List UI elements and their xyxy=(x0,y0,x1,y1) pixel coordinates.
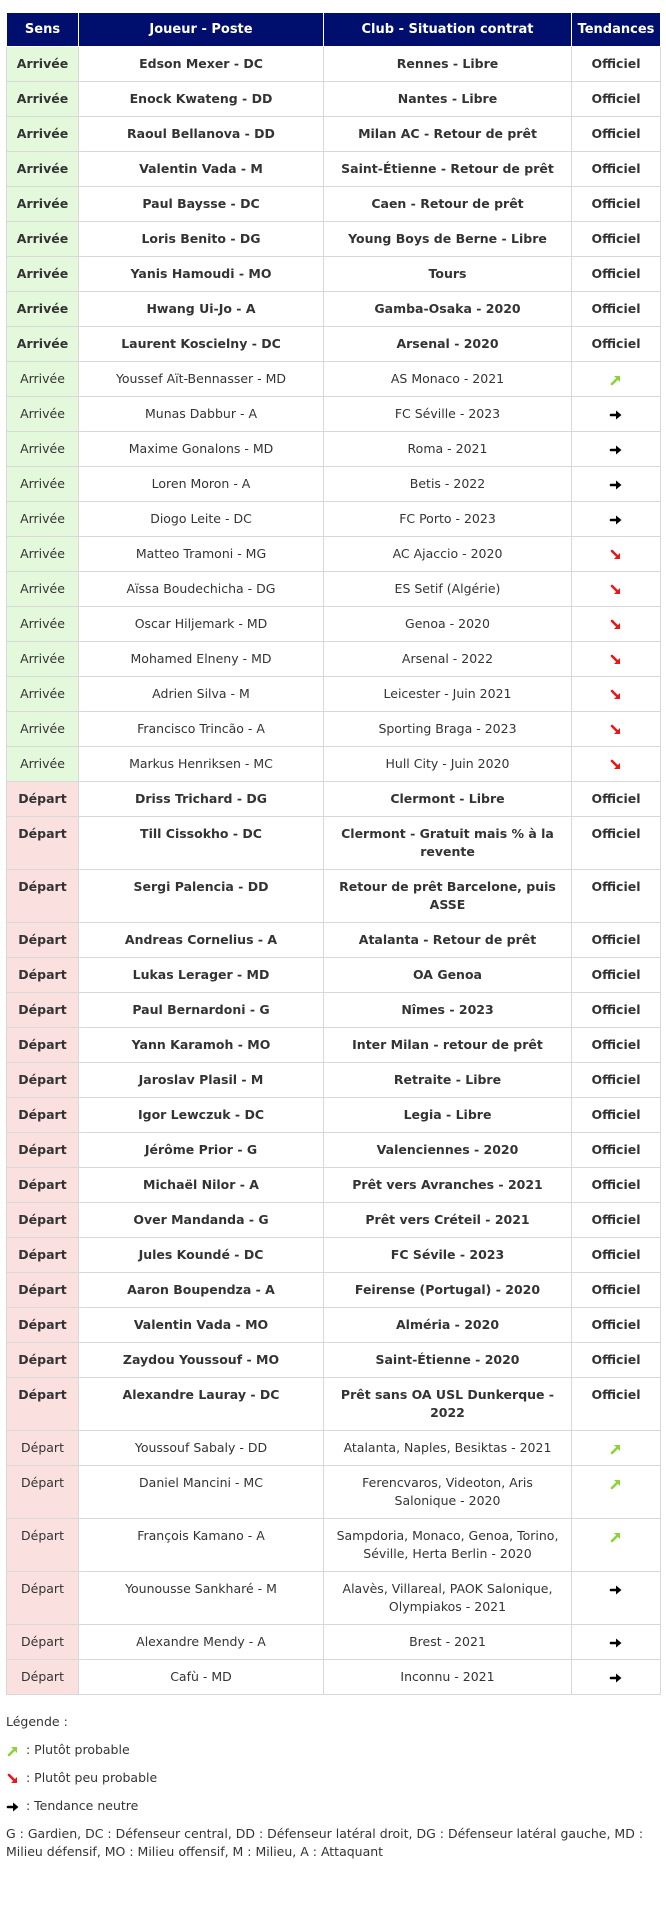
cell-sens: Départ xyxy=(7,1660,79,1695)
cell-sens: Départ xyxy=(7,1133,79,1168)
cell-joueur-poste: Edson Mexer - DC xyxy=(79,47,324,82)
cell-joueur-poste: Youssouf Sabaly - DD xyxy=(79,1431,324,1466)
cell-club-situation: Inter Milan - retour de prêt xyxy=(324,1028,572,1063)
cell-club-situation: Alavès, Villareal, PAOK Salonique, Olympiakos - 2021 xyxy=(324,1572,572,1625)
cell-club-situation: Milan AC - Retour de prêt xyxy=(324,117,572,152)
cell-joueur-poste: Munas Dabbur - A xyxy=(79,397,324,432)
table-row xyxy=(7,958,661,993)
cell-club-situation: Prêt vers Avranches - 2021 xyxy=(324,1168,572,1203)
cell-club-situation: Atalanta, Naples, Besiktas - 2021 xyxy=(324,1431,572,1466)
table-row xyxy=(7,327,661,362)
cell-sens: Arrivée xyxy=(7,467,79,502)
legend-title: Légende : xyxy=(6,1714,68,1729)
table-row xyxy=(7,1660,661,1695)
table-row xyxy=(7,1378,661,1431)
cell-joueur-poste: Younousse Sankharé - M xyxy=(79,1572,324,1625)
cell-sens: Arrivée xyxy=(7,152,79,187)
header-tendances: Tendances xyxy=(572,13,661,47)
cell-sens: Départ xyxy=(7,1378,79,1431)
header-row xyxy=(7,13,661,47)
cell-tendance: Officiel xyxy=(572,1203,661,1238)
table-row xyxy=(7,1343,661,1378)
cell-club-situation: AC Ajaccio - 2020 xyxy=(324,537,572,572)
cell-sens: Départ xyxy=(7,993,79,1028)
cell-club-situation: Genoa - 2020 xyxy=(324,607,572,642)
cell-tendance xyxy=(572,572,661,607)
cell-joueur-poste: Jérôme Prior - G xyxy=(79,1133,324,1168)
cell-joueur-poste: Valentin Vada - M xyxy=(79,152,324,187)
table-row xyxy=(7,257,661,292)
legend-peu-probable-text: : Plutôt peu probable xyxy=(22,1770,158,1785)
right-arrow-icon xyxy=(609,441,623,456)
cell-tendance: Officiel xyxy=(572,993,661,1028)
cell-tendance: Officiel xyxy=(572,1028,661,1063)
cell-sens: Départ xyxy=(7,1466,79,1519)
cell-tendance: Officiel xyxy=(572,117,661,152)
cell-tendance xyxy=(572,1572,661,1625)
cell-tendance xyxy=(572,537,661,572)
down-right-arrow-icon xyxy=(609,756,623,771)
cell-tendance: Officiel xyxy=(572,1238,661,1273)
cell-tendance: Officiel xyxy=(572,1098,661,1133)
table-row xyxy=(7,1273,661,1308)
cell-sens: Arrivée xyxy=(7,747,79,782)
table-row xyxy=(7,432,661,467)
table-row xyxy=(7,1625,661,1660)
right-arrow-icon xyxy=(609,406,623,421)
legend-item-neutre xyxy=(6,1797,660,1815)
up-right-arrow-icon xyxy=(609,371,623,386)
table-row xyxy=(7,222,661,257)
table-row xyxy=(7,397,661,432)
cell-sens: Départ xyxy=(7,1625,79,1660)
cell-club-situation: OA Genoa xyxy=(324,958,572,993)
cell-club-situation: ES Setif (Algérie) xyxy=(324,572,572,607)
cell-joueur-poste: Alexandre Lauray - DC xyxy=(79,1378,324,1431)
cell-club-situation: Saint-Étienne - Retour de prêt xyxy=(324,152,572,187)
cell-tendance xyxy=(572,362,661,397)
cell-joueur-poste: Valentin Vada - MO xyxy=(79,1308,324,1343)
down-right-arrow-icon xyxy=(609,686,623,701)
cell-club-situation: Hull City - Juin 2020 xyxy=(324,747,572,782)
table-row xyxy=(7,1308,661,1343)
table-row xyxy=(7,1168,661,1203)
cell-joueur-poste: François Kamano - A xyxy=(79,1519,324,1572)
cell-sens: Départ xyxy=(7,1238,79,1273)
table-row xyxy=(7,47,661,82)
cell-tendance: Officiel xyxy=(572,958,661,993)
cell-tendance xyxy=(572,607,661,642)
cell-joueur-poste: Lukas Lerager - MD xyxy=(79,958,324,993)
cell-tendance xyxy=(572,1466,661,1519)
right-arrow-icon xyxy=(609,1634,623,1649)
table-header xyxy=(7,13,661,47)
cell-joueur-poste: Hwang Ui-Jo - A xyxy=(79,292,324,327)
cell-club-situation: Arsenal - 2022 xyxy=(324,642,572,677)
cell-tendance xyxy=(572,1519,661,1572)
cell-joueur-poste: Maxime Gonalons - MD xyxy=(79,432,324,467)
up-right-arrow-icon xyxy=(6,1742,22,1757)
table-row xyxy=(7,362,661,397)
cell-tendance xyxy=(572,642,661,677)
cell-tendance: Officiel xyxy=(572,1273,661,1308)
cell-club-situation: FC Porto - 2023 xyxy=(324,502,572,537)
table-row xyxy=(7,677,661,712)
cell-sens: Départ xyxy=(7,1063,79,1098)
cell-sens: Arrivée xyxy=(7,327,79,362)
table-row xyxy=(7,152,661,187)
right-arrow-icon xyxy=(609,1581,623,1596)
cell-tendance: Officiel xyxy=(572,782,661,817)
table-body xyxy=(7,47,661,1695)
cell-joueur-poste: Matteo Tramoni - MG xyxy=(79,537,324,572)
cell-club-situation: AS Monaco - 2021 xyxy=(324,362,572,397)
table-row xyxy=(7,870,661,923)
down-right-arrow-icon xyxy=(609,581,623,596)
right-arrow-icon xyxy=(609,511,623,526)
cell-tendance: Officiel xyxy=(572,187,661,222)
legend-probable-text: : Plutôt probable xyxy=(22,1742,130,1757)
table-row xyxy=(7,467,661,502)
cell-joueur-poste: Adrien Silva - M xyxy=(79,677,324,712)
cell-sens: Arrivée xyxy=(7,572,79,607)
table-row xyxy=(7,1028,661,1063)
down-right-arrow-icon xyxy=(609,721,623,736)
cell-tendance: Officiel xyxy=(572,222,661,257)
cell-sens: Départ xyxy=(7,1343,79,1378)
cell-sens: Départ xyxy=(7,923,79,958)
cell-joueur-poste: Driss Trichard - DG xyxy=(79,782,324,817)
cell-tendance: Officiel xyxy=(572,1343,661,1378)
up-right-arrow-icon xyxy=(609,1475,623,1490)
cell-club-situation: Roma - 2021 xyxy=(324,432,572,467)
cell-tendance: Officiel xyxy=(572,870,661,923)
cell-sens: Arrivée xyxy=(7,222,79,257)
cell-club-situation: Tours xyxy=(324,257,572,292)
cell-club-situation: FC Sévile - 2023 xyxy=(324,1238,572,1273)
table-row xyxy=(7,993,661,1028)
down-right-arrow-icon xyxy=(6,1770,22,1785)
cell-joueur-poste: Andreas Cornelius - A xyxy=(79,923,324,958)
up-right-arrow-icon xyxy=(609,1440,623,1455)
cell-tendance: Officiel xyxy=(572,1168,661,1203)
cell-sens: Arrivée xyxy=(7,362,79,397)
cell-joueur-poste: Michaël Nilor - A xyxy=(79,1168,324,1203)
transfer-page xyxy=(6,12,660,1871)
table-row xyxy=(7,1238,661,1273)
cell-club-situation: Nîmes - 2023 xyxy=(324,993,572,1028)
cell-joueur-poste: Loris Benito - DG xyxy=(79,222,324,257)
down-right-arrow-icon xyxy=(609,546,623,561)
cell-joueur-poste: Over Mandanda - G xyxy=(79,1203,324,1238)
cell-tendance xyxy=(572,467,661,502)
cell-club-situation: FC Séville - 2023 xyxy=(324,397,572,432)
header-club-situation: Club - Situation contrat xyxy=(324,13,572,47)
table-row xyxy=(7,712,661,747)
cell-joueur-poste: Aïssa Boudechicha - DG xyxy=(79,572,324,607)
cell-sens: Départ xyxy=(7,817,79,870)
cell-joueur-poste: Yanis Hamoudi - MO xyxy=(79,257,324,292)
cell-club-situation: Leicester - Juin 2021 xyxy=(324,677,572,712)
cell-joueur-poste: Aaron Boupendza - A xyxy=(79,1273,324,1308)
table-row xyxy=(7,923,661,958)
cell-club-situation: Valenciennes - 2020 xyxy=(324,1133,572,1168)
table-row xyxy=(7,502,661,537)
table-row xyxy=(7,642,661,677)
table-row xyxy=(7,1466,661,1519)
cell-club-situation: Feirense (Portugal) - 2020 xyxy=(324,1273,572,1308)
cell-sens: Arrivée xyxy=(7,502,79,537)
table-row xyxy=(7,292,661,327)
legend xyxy=(6,1713,660,1861)
right-arrow-icon xyxy=(6,1798,22,1813)
cell-club-situation: Inconnu - 2021 xyxy=(324,1660,572,1695)
cell-joueur-poste: Laurent Koscielny - DC xyxy=(79,327,324,362)
cell-joueur-poste: Jaroslav Plasil - M xyxy=(79,1063,324,1098)
down-right-arrow-icon xyxy=(609,616,623,631)
cell-sens: Départ xyxy=(7,1028,79,1063)
header-sens: Sens xyxy=(7,13,79,47)
cell-joueur-poste: Mohamed Elneny - MD xyxy=(79,642,324,677)
cell-tendance: Officiel xyxy=(572,152,661,187)
cell-club-situation: Betis - 2022 xyxy=(324,467,572,502)
cell-tendance: Officiel xyxy=(572,292,661,327)
cell-sens: Départ xyxy=(7,782,79,817)
legend-neutre-text: : Tendance neutre xyxy=(22,1798,139,1813)
cell-sens: Arrivée xyxy=(7,397,79,432)
cell-joueur-poste: Zaydou Youssouf - MO xyxy=(79,1343,324,1378)
cell-sens: Arrivée xyxy=(7,712,79,747)
cell-club-situation: Young Boys de Berne - Libre xyxy=(324,222,572,257)
cell-sens: Arrivée xyxy=(7,537,79,572)
cell-club-situation: Rennes - Libre xyxy=(324,47,572,82)
down-right-arrow-icon xyxy=(609,651,623,666)
table-row xyxy=(7,782,661,817)
cell-sens: Départ xyxy=(7,1431,79,1466)
cell-sens: Arrivée xyxy=(7,642,79,677)
cell-joueur-poste: Markus Henriksen - MC xyxy=(79,747,324,782)
cell-club-situation: Clermont - Gratuit mais % à la revente xyxy=(324,817,572,870)
cell-club-situation: Arsenal - 2020 xyxy=(324,327,572,362)
cell-club-situation: Ferencvaros, Videoton, Aris Salonique - 2020 xyxy=(324,1466,572,1519)
cell-club-situation: Gamba-Osaka - 2020 xyxy=(324,292,572,327)
cell-sens: Départ xyxy=(7,1273,79,1308)
cell-sens: Arrivée xyxy=(7,607,79,642)
cell-joueur-poste: Daniel Mancini - MC xyxy=(79,1466,324,1519)
cell-sens: Arrivée xyxy=(7,257,79,292)
cell-joueur-poste: Loren Moron - A xyxy=(79,467,324,502)
cell-tendance: Officiel xyxy=(572,923,661,958)
cell-sens: Départ xyxy=(7,1308,79,1343)
table-row xyxy=(7,1098,661,1133)
cell-tendance: Officiel xyxy=(572,47,661,82)
cell-joueur-poste: Igor Lewczuk - DC xyxy=(79,1098,324,1133)
cell-club-situation: Alméria - 2020 xyxy=(324,1308,572,1343)
cell-tendance: Officiel xyxy=(572,257,661,292)
cell-sens: Arrivée xyxy=(7,677,79,712)
right-arrow-icon xyxy=(609,476,623,491)
cell-joueur-poste: Alexandre Mendy - A xyxy=(79,1625,324,1660)
cell-sens: Arrivée xyxy=(7,432,79,467)
cell-club-situation: Clermont - Libre xyxy=(324,782,572,817)
up-right-arrow-icon xyxy=(609,1528,623,1543)
cell-tendance xyxy=(572,397,661,432)
table-row xyxy=(7,82,661,117)
cell-tendance: Officiel xyxy=(572,1133,661,1168)
cell-joueur-poste: Oscar Hiljemark - MD xyxy=(79,607,324,642)
cell-club-situation: Brest - 2021 xyxy=(324,1625,572,1660)
cell-tendance: Officiel xyxy=(572,1378,661,1431)
cell-tendance: Officiel xyxy=(572,82,661,117)
cell-club-situation: Saint-Étienne - 2020 xyxy=(324,1343,572,1378)
cell-sens: Départ xyxy=(7,1098,79,1133)
cell-tendance xyxy=(572,712,661,747)
cell-tendance xyxy=(572,1625,661,1660)
cell-sens: Arrivée xyxy=(7,187,79,222)
cell-sens: Départ xyxy=(7,1203,79,1238)
cell-club-situation: Nantes - Libre xyxy=(324,82,572,117)
cell-club-situation: Caen - Retour de prêt xyxy=(324,187,572,222)
cell-club-situation: Prêt vers Créteil - 2021 xyxy=(324,1203,572,1238)
cell-club-situation: Sampdoria, Monaco, Genoa, Torino, Séville, Herta Berlin - 2020 xyxy=(324,1519,572,1572)
table-row xyxy=(7,1133,661,1168)
cell-tendance: Officiel xyxy=(572,817,661,870)
cell-tendance xyxy=(572,1431,661,1466)
right-arrow-icon xyxy=(609,1669,623,1684)
cell-club-situation: Legia - Libre xyxy=(324,1098,572,1133)
table-row xyxy=(7,1519,661,1572)
table-row xyxy=(7,117,661,152)
cell-sens: Départ xyxy=(7,958,79,993)
cell-joueur-poste: Cafù - MD xyxy=(79,1660,324,1695)
table-row xyxy=(7,1063,661,1098)
legend-abbreviations: G : Gardien, DC : Défenseur central, DD : Défenseur latéral droit, DG : Défenseur latéral gauche, MD : Milieu défensif, MO : Milieu offensif, M : Milieu, A : Attaquant xyxy=(6,1826,644,1859)
legend-item-probable xyxy=(6,1741,660,1759)
cell-tendance: Officiel xyxy=(572,1308,661,1343)
table-row xyxy=(7,537,661,572)
cell-joueur-poste: Youssef Aït-Bennasser - MD xyxy=(79,362,324,397)
cell-club-situation: Retraite - Libre xyxy=(324,1063,572,1098)
cell-sens: Arrivée xyxy=(7,117,79,152)
cell-joueur-poste: Paul Baysse - DC xyxy=(79,187,324,222)
cell-sens: Arrivée xyxy=(7,292,79,327)
table-row xyxy=(7,607,661,642)
transfer-table xyxy=(6,12,661,1695)
cell-club-situation: Retour de prêt Barcelone, puis ASSE xyxy=(324,870,572,923)
cell-tendance xyxy=(572,1660,661,1695)
cell-joueur-poste: Raoul Bellanova - DD xyxy=(79,117,324,152)
table-row xyxy=(7,817,661,870)
cell-sens: Arrivée xyxy=(7,47,79,82)
cell-joueur-poste: Jules Koundé - DC xyxy=(79,1238,324,1273)
cell-club-situation: Sporting Braga - 2023 xyxy=(324,712,572,747)
cell-sens: Départ xyxy=(7,1572,79,1625)
cell-tendance xyxy=(572,432,661,467)
cell-joueur-poste: Yann Karamoh - MO xyxy=(79,1028,324,1063)
table-row xyxy=(7,1431,661,1466)
cell-sens: Arrivée xyxy=(7,82,79,117)
cell-joueur-poste: Sergi Palencia - DD xyxy=(79,870,324,923)
cell-joueur-poste: Francisco Trincão - A xyxy=(79,712,324,747)
cell-sens: Départ xyxy=(7,870,79,923)
header-joueur-poste: Joueur - Poste xyxy=(79,13,324,47)
cell-tendance xyxy=(572,677,661,712)
cell-club-situation: Atalanta - Retour de prêt xyxy=(324,923,572,958)
table-row xyxy=(7,1203,661,1238)
table-row xyxy=(7,1572,661,1625)
cell-sens: Départ xyxy=(7,1519,79,1572)
cell-joueur-poste: Diogo Leite - DC xyxy=(79,502,324,537)
cell-joueur-poste: Enock Kwateng - DD xyxy=(79,82,324,117)
cell-tendance xyxy=(572,502,661,537)
table-row xyxy=(7,187,661,222)
cell-joueur-poste: Paul Bernardoni - G xyxy=(79,993,324,1028)
cell-tendance: Officiel xyxy=(572,327,661,362)
cell-sens: Départ xyxy=(7,1168,79,1203)
table-row xyxy=(7,747,661,782)
cell-tendance xyxy=(572,747,661,782)
cell-tendance: Officiel xyxy=(572,1063,661,1098)
cell-joueur-poste: Till Cissokho - DC xyxy=(79,817,324,870)
cell-club-situation: Prêt sans OA USL Dunkerque - 2022 xyxy=(324,1378,572,1431)
table-row xyxy=(7,572,661,607)
legend-item-peu-probable xyxy=(6,1769,660,1787)
